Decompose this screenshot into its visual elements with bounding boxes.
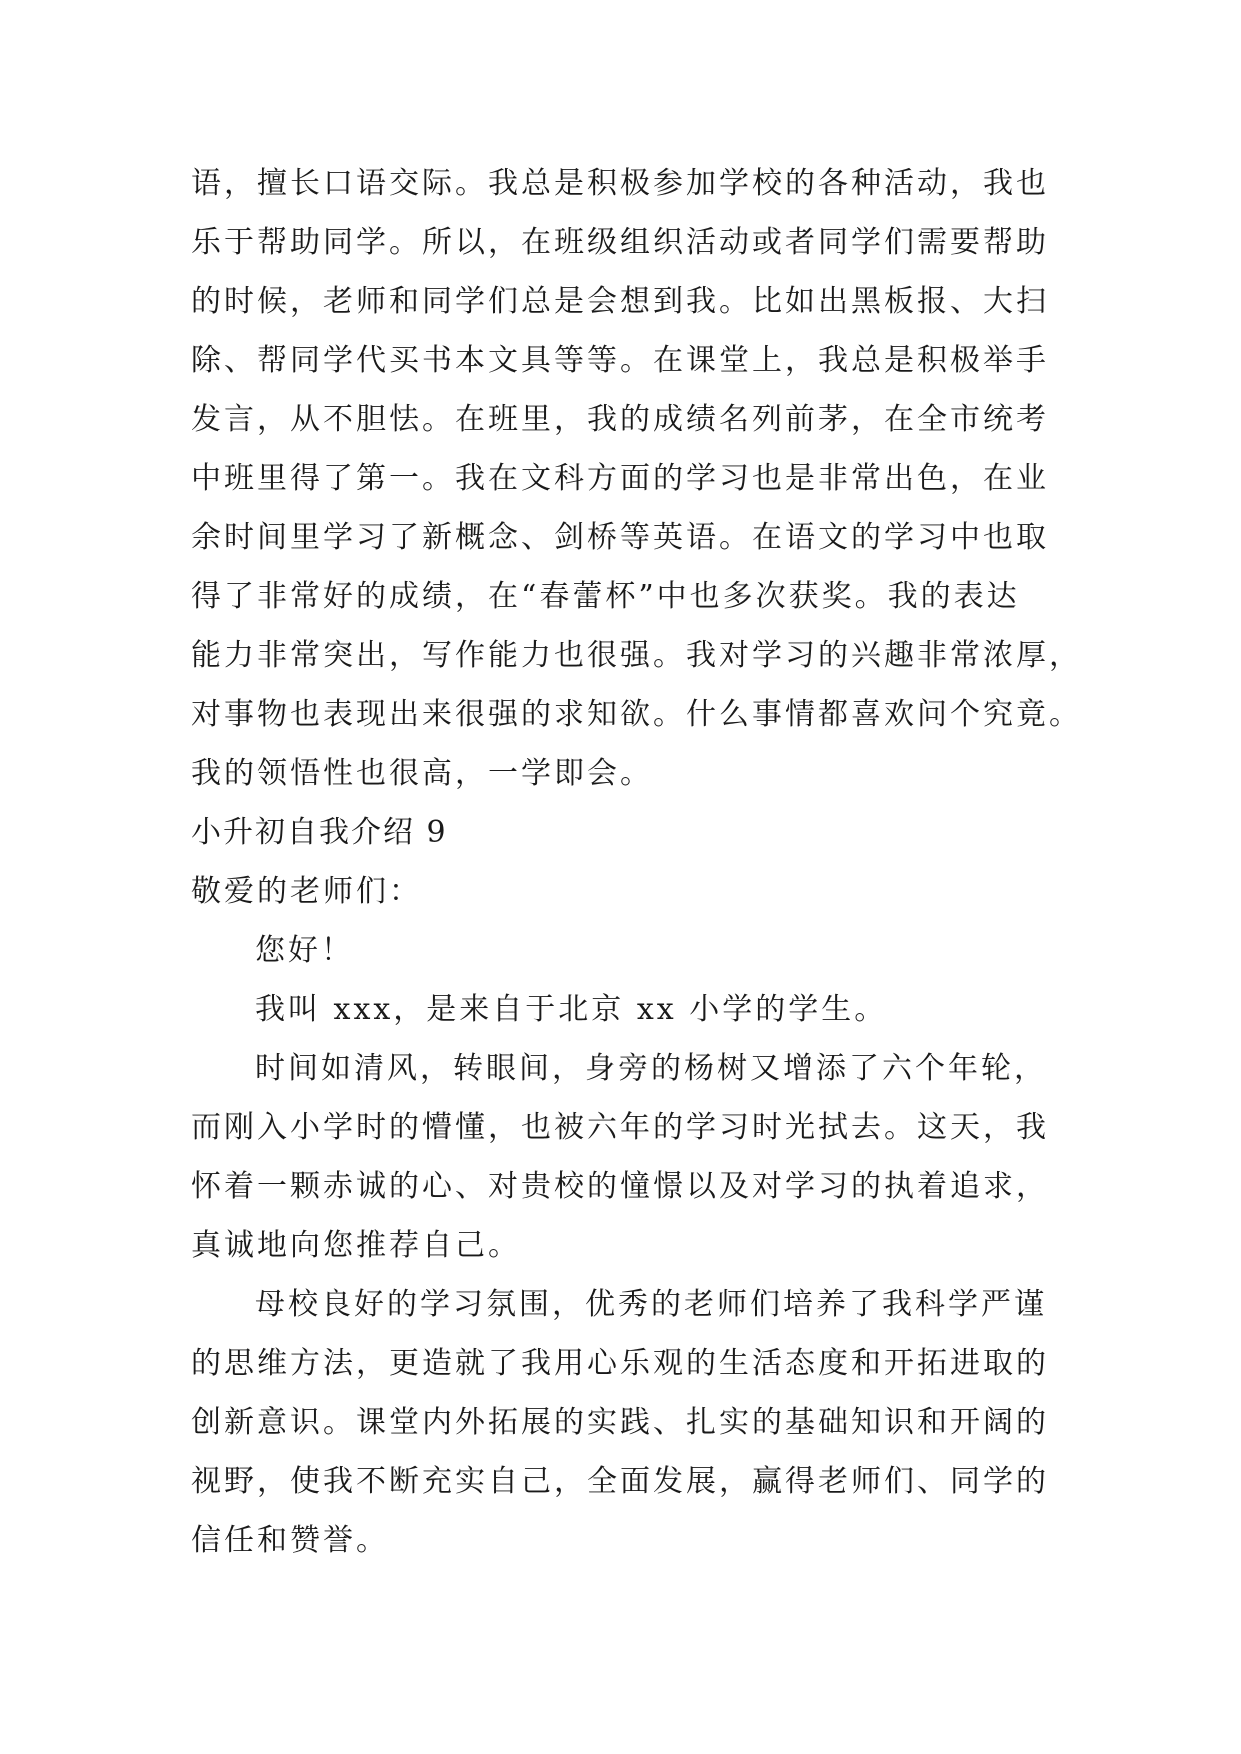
paragraph-line: 时间如清风，转眼间，身旁的杨树又增添了六个年轮， [255, 1051, 1047, 1086]
paragraph-line: 母校良好的学习氛围，优秀的老师们培养了我科学严谨 [255, 1287, 1047, 1322]
paragraph-line: 得了非常好的成绩，在“春蕾杯”中也多次获奖。我的表达 [191, 579, 1020, 614]
paragraph-line: 的时候，老师和同学们总是会想到我。比如出黑板报、大扫 [191, 284, 1049, 319]
paragraph-line: 能力非常突出，写作能力也很强。我对学习的兴趣非常浓厚， [191, 638, 1082, 673]
paragraph-line: 创新意识。课堂内外拓展的实践、扎实的基础知识和开阔的 [191, 1405, 1049, 1440]
paragraph-line: 视野，使我不断充实自己，全面发展，赢得老师们、同学的 [191, 1464, 1049, 1499]
paragraph-line: 余时间里学习了新概念、剑桥等英语。在语文的学习中也取 [191, 520, 1049, 555]
salutation: 敬爱的老师们： [191, 874, 422, 909]
paragraph-line: 语，擅长口语交际。我总是积极参加学校的各种活动，我也 [191, 166, 1049, 201]
paragraph-line: 而刚入小学时的懵懂，也被六年的学习时光拭去。这天，我 [191, 1110, 1049, 1145]
intro-line: 我叫 xxx，是来自于北京 xx 小学的学生。 [255, 992, 888, 1027]
paragraph-line: 信任和赞誉。 [191, 1523, 389, 1558]
paragraph-line: 发言，从不胆怯。在班里，我的成绩名列前茅，在全市统考 [191, 402, 1049, 437]
paragraph-line: 怀着一颗赤诚的心、对贵校的憧憬以及对学习的执着追求， [191, 1169, 1049, 1204]
paragraph-line: 真诚地向您推荐自己。 [191, 1228, 521, 1263]
paragraph-line: 对事物也表现出来很强的求知欲。什么事情都喜欢问个究竟。 [191, 697, 1082, 732]
greeting: 您好！ [255, 933, 354, 968]
document-body [191, 154, 1082, 1570]
paragraph-line: 的思维方法，更造就了我用心乐观的生活态度和开拓进取的 [191, 1346, 1049, 1381]
paragraph-line: 除、帮同学代买书本文具等等。在课堂上，我总是积极举手 [191, 343, 1049, 378]
paragraph-line: 中班里得了第一。我在文科方面的学习也是非常出色，在业 [191, 461, 1049, 496]
paragraph-line: 我的领悟性也很高，一学即会。 [191, 756, 653, 791]
paragraph-line: 乐于帮助同学。所以，在班级组织活动或者同学们需要帮助 [191, 225, 1049, 260]
section-title: 小升初自我介绍 9 [191, 815, 448, 850]
